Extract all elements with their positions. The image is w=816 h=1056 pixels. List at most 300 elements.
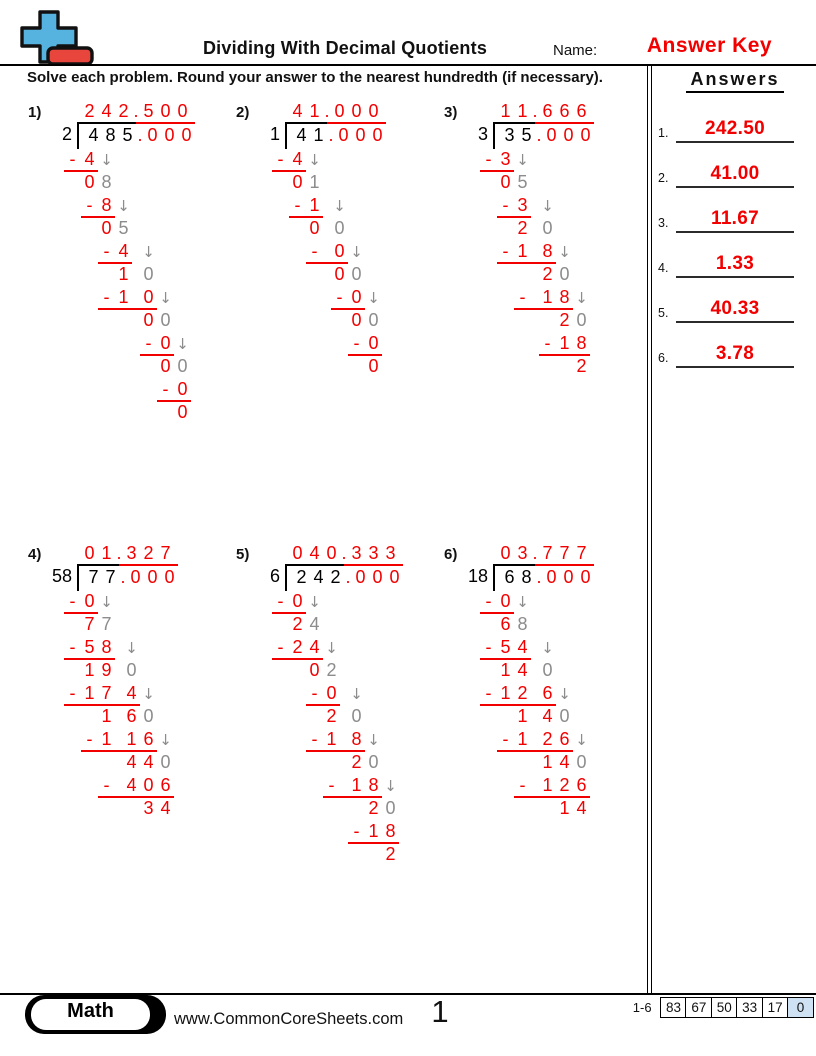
dividend-digit: 7: [88, 567, 99, 587]
dividend-int: [287, 564, 344, 589]
work-digit: 1: [542, 287, 553, 307]
work-row: [81, 241, 231, 264]
work-row: [81, 218, 231, 241]
dividend-digit: 0: [130, 567, 141, 587]
work-digit: 4: [160, 798, 171, 818]
answer-number: 6.: [658, 351, 669, 365]
work-digit: 5: [500, 637, 511, 657]
work-digit: 1: [101, 706, 112, 726]
score-cell: 50: [711, 997, 738, 1018]
dividend-dec: [119, 564, 178, 589]
problem-number: 3): [444, 104, 458, 121]
work-digit: 0: [84, 591, 95, 611]
answer-value: 1.33: [715, 253, 755, 274]
work-digit: 0: [559, 264, 570, 284]
work-digit: -: [277, 591, 284, 611]
work-digit: 6: [500, 614, 511, 634]
work-digit: 2: [368, 798, 379, 818]
dividend-digit: 7: [105, 567, 116, 587]
work-digit: 8: [517, 614, 528, 634]
work-row: [81, 356, 231, 379]
work-row: [69, 683, 231, 706]
work-digit: -: [86, 195, 93, 215]
quotient-digit: 5: [143, 101, 154, 121]
bring-down-arrow-icon: ↓: [350, 243, 363, 261]
work-digit: -: [69, 591, 76, 611]
work-digit: 1: [126, 729, 137, 749]
work-digit: 0: [351, 706, 362, 726]
division-problem: [444, 100, 649, 379]
quotient-row: [497, 100, 590, 122]
work-row: [289, 844, 439, 867]
work-row: [289, 775, 439, 798]
work-digit: 4: [118, 241, 129, 261]
dividend-digit: 0: [580, 567, 591, 587]
dividend-digit: 0: [372, 125, 383, 145]
quotient-digit: 4: [101, 101, 112, 121]
work-row: [497, 218, 647, 241]
work-digit: 4: [143, 752, 154, 772]
work-row: [69, 149, 231, 172]
dividend-digit: 4: [313, 567, 324, 587]
dividend-digit: 8: [521, 567, 532, 587]
score-cell: 33: [736, 997, 763, 1018]
work-digit: -: [311, 683, 318, 703]
work-row: [81, 195, 231, 218]
work-digit: 0: [368, 356, 379, 376]
work-digit: 0: [334, 264, 345, 284]
work-digit: 2: [542, 729, 553, 749]
work-digit: 0: [326, 683, 337, 703]
dividend-digit: 2: [330, 567, 341, 587]
division-problem: [236, 542, 441, 867]
work-digit: 2: [326, 706, 337, 726]
work-digit: 2: [517, 683, 528, 703]
dividend-row: [236, 564, 403, 591]
work-digit: 0: [542, 660, 553, 680]
work-digit: 0: [143, 706, 154, 726]
work-digit: -: [544, 333, 551, 353]
work-row: [69, 637, 231, 660]
math-badge-label: Math: [67, 1000, 114, 1022]
work-digit: 8: [542, 241, 553, 261]
work-digit: 0: [143, 287, 154, 307]
work-digit: 6: [542, 683, 553, 703]
dividend-digit: .: [137, 125, 143, 145]
answer-number: 1.: [658, 126, 669, 140]
work-row: [497, 195, 647, 218]
dividend-row: [444, 564, 594, 591]
quotient-digit: 7: [160, 543, 171, 563]
work-digit: 1: [517, 241, 528, 261]
bring-down-arrow-icon: ↓: [367, 289, 380, 307]
quotient-digit: 2: [84, 101, 95, 121]
dividend-dec: [327, 122, 386, 147]
work-digit: 4: [517, 637, 528, 657]
dividend-digit: 4: [88, 125, 99, 145]
work-digit: -: [353, 821, 360, 841]
problem-number: 5): [236, 546, 250, 563]
work-digit: 0: [309, 218, 320, 238]
work-row: [497, 614, 647, 637]
work-digit: 5: [118, 218, 129, 238]
work-row: [81, 729, 231, 752]
work-digit: -: [328, 775, 335, 795]
quotient-digit: 2: [143, 543, 154, 563]
quotient-digit: 2: [118, 101, 129, 121]
bring-down-arrow-icon: ↓: [125, 639, 138, 657]
work-digit: 1: [118, 264, 129, 284]
work-digit: 1: [500, 660, 511, 680]
work-digit: 8: [101, 637, 112, 657]
dividend-row: [444, 122, 594, 149]
quotient-digit: 7: [542, 543, 553, 563]
dividend-int: [287, 122, 327, 147]
work-row: [81, 310, 231, 333]
dividend-digit: 0: [147, 567, 158, 587]
work-digit: -: [294, 195, 301, 215]
quotient-digit: 0: [500, 543, 511, 563]
bring-down-arrow-icon: ↓: [176, 335, 189, 353]
dividend-digit: 0: [164, 125, 175, 145]
work-digit: -: [277, 637, 284, 657]
dividend-digit: 0: [563, 567, 574, 587]
work-digit: 0: [84, 172, 95, 192]
quotient-digit: 7: [559, 543, 570, 563]
quotient-digit: 6: [542, 101, 553, 121]
work-row: [289, 310, 439, 333]
work-digit: -: [103, 241, 110, 261]
work-digit: 0: [177, 402, 188, 422]
work-row: [81, 752, 231, 775]
work-row: [289, 218, 439, 241]
work-digit: 5: [517, 172, 528, 192]
division-problem: [236, 100, 441, 379]
divisor: 2: [61, 124, 72, 144]
work-digit: 0: [334, 241, 345, 261]
dividend-dec: [136, 122, 195, 147]
dividend-row: [28, 564, 178, 591]
work-digit: 8: [101, 172, 112, 192]
work-row: [81, 264, 231, 287]
quotient-digit: 3: [351, 543, 362, 563]
quotient-digit: 0: [351, 101, 362, 121]
answer-number: 3.: [658, 216, 669, 230]
work-row: [289, 798, 439, 821]
work-digit: -: [485, 683, 492, 703]
work-digit: 4: [309, 614, 320, 634]
answer-number: 2.: [658, 171, 669, 185]
work-digit: 0: [143, 264, 154, 284]
work-row: [485, 149, 647, 172]
quotient-digit: 6: [576, 101, 587, 121]
dividend-int: [495, 122, 535, 147]
work-digit: -: [162, 379, 169, 399]
work-digit: -: [311, 729, 318, 749]
bring-down-arrow-icon: ↓: [325, 639, 338, 657]
dividend-digit: 2: [296, 567, 307, 587]
dividend-digit: 0: [338, 125, 349, 145]
work-digit: 0: [351, 287, 362, 307]
work-digit: 1: [309, 195, 320, 215]
work-row: [485, 591, 647, 614]
work-row: [277, 149, 439, 172]
bring-down-arrow-icon: ↓: [159, 289, 172, 307]
work-digit: 8: [385, 821, 396, 841]
work-digit: 0: [160, 752, 171, 772]
bring-down-arrow-icon: ↓: [142, 243, 155, 261]
work-digit: 0: [368, 752, 379, 772]
work-digit: 4: [84, 149, 95, 169]
bring-down-arrow-icon: ↓: [100, 593, 113, 611]
work-digit: 0: [368, 310, 379, 330]
work-digit: 0: [143, 310, 154, 330]
bring-down-arrow-icon: ↓: [516, 151, 529, 169]
work-row: [497, 775, 647, 798]
work-digit: 1: [542, 752, 553, 772]
work-digit: 0: [542, 218, 553, 238]
answer-number: 5.: [658, 306, 669, 320]
work-digit: -: [103, 287, 110, 307]
work-digit: 4: [126, 752, 137, 772]
quotient-digit: .: [116, 543, 122, 563]
quotient-digit: .: [324, 101, 330, 121]
dividend-digit: 0: [563, 125, 574, 145]
dividend-digit: 0: [372, 567, 383, 587]
work-digit: 9: [101, 660, 112, 680]
work-row: [289, 706, 439, 729]
division-problem: [444, 542, 649, 821]
work-digit: 6: [576, 775, 587, 795]
work-digit: 1: [542, 775, 553, 795]
work-digit: -: [353, 333, 360, 353]
work-digit: 0: [351, 264, 362, 284]
work-digit: 1: [500, 683, 511, 703]
quotient-digit: 0: [326, 543, 337, 563]
page-number: 1: [431, 994, 449, 1029]
work-digit: -: [145, 333, 152, 353]
dividend-digit: .: [536, 125, 542, 145]
quotient-digit: 4: [292, 101, 303, 121]
name-label: Name:: [553, 42, 598, 59]
quotient-digit: 1: [517, 101, 528, 121]
quotient-digit: 0: [160, 101, 171, 121]
work-digit: 2: [292, 614, 303, 634]
work-row: [497, 729, 647, 752]
dividend-digit: 1: [313, 125, 324, 145]
work-row: [289, 195, 439, 218]
work-digit: 2: [576, 356, 587, 376]
work-row: [81, 706, 231, 729]
quotient-row: [289, 542, 399, 564]
score-cell: 17: [762, 997, 789, 1018]
dividend-row: [28, 122, 195, 149]
quotient-digit: 3: [368, 543, 379, 563]
work-digit: 1: [351, 775, 362, 795]
work-digit: -: [103, 775, 110, 795]
quotient-digit: 3: [385, 543, 396, 563]
work-digit: 0: [126, 660, 137, 680]
work-digit: 0: [143, 775, 154, 795]
answer-value: 242.50: [705, 118, 765, 139]
work-digit: 6: [126, 706, 137, 726]
work-row: [497, 660, 647, 683]
work-digit: 0: [500, 591, 511, 611]
quotient-digit: 0: [177, 101, 188, 121]
work-digit: -: [502, 195, 509, 215]
work-digit: 6: [160, 775, 171, 795]
division-problem: [28, 100, 233, 425]
problem-number: 4): [28, 546, 42, 563]
work-row: [289, 287, 439, 310]
work-digit: -: [277, 149, 284, 169]
score-cell: 0: [787, 997, 814, 1018]
work-row: [497, 798, 647, 821]
work-row: [289, 660, 439, 683]
work-digit: 0: [351, 310, 362, 330]
answer-value: 40.33: [710, 298, 760, 319]
quotient-digit: 1: [101, 543, 112, 563]
dividend-digit: 0: [164, 567, 175, 587]
quotient-digit: .: [532, 543, 538, 563]
quotient-digit: 4: [309, 543, 320, 563]
website-text: www.CommonCoreSheets.com: [174, 1010, 404, 1028]
problem-number: 6): [444, 546, 458, 563]
work-digit: 3: [500, 149, 511, 169]
quotient-digit: 7: [576, 543, 587, 563]
work-digit: 2: [292, 637, 303, 657]
work-digit: 4: [576, 798, 587, 818]
work-digit: 7: [84, 614, 95, 634]
work-digit: 1: [101, 729, 112, 749]
quotient-digit: .: [133, 101, 139, 121]
work-digit: 2: [385, 844, 396, 864]
dividend-digit: 3: [504, 125, 515, 145]
dividend-digit: .: [120, 567, 126, 587]
divisor: 6: [269, 566, 280, 586]
work-digit: 2: [351, 752, 362, 772]
score-cell: 67: [685, 997, 712, 1018]
work-digit: 7: [101, 683, 112, 703]
answer-value: 11.67: [711, 208, 759, 229]
work-row: [289, 172, 439, 195]
work-digit: 0: [101, 218, 112, 238]
work-digit: 7: [101, 614, 112, 634]
work-row: [485, 683, 647, 706]
work-row: [69, 591, 231, 614]
dividend-digit: 0: [580, 125, 591, 145]
bring-down-arrow-icon: ↓: [159, 731, 172, 749]
quotient-digit: 1: [500, 101, 511, 121]
quotient-digit: 6: [559, 101, 570, 121]
bring-down-arrow-icon: ↓: [516, 593, 529, 611]
work-digit: -: [485, 591, 492, 611]
bring-down-arrow-icon: ↓: [142, 685, 155, 703]
work-row: [497, 356, 647, 379]
work-digit: 8: [559, 287, 570, 307]
work-digit: 2: [559, 310, 570, 330]
work-row: [289, 683, 439, 706]
bring-down-arrow-icon: ↓: [384, 777, 397, 795]
work-row: [81, 798, 231, 821]
work-digit: -: [502, 241, 509, 261]
math-badge: [25, 995, 166, 1034]
work-digit: 1: [84, 660, 95, 680]
work-digit: -: [502, 729, 509, 749]
work-digit: 1: [118, 287, 129, 307]
work-row: [81, 287, 231, 310]
dividend-dec: [535, 564, 594, 589]
work-digit: 8: [351, 729, 362, 749]
work-digit: -: [336, 287, 343, 307]
dividend-digit: 0: [546, 567, 557, 587]
quotient-digit: .: [341, 543, 347, 563]
dividend-digit: 0: [355, 567, 366, 587]
work-row: [277, 591, 439, 614]
bring-down-arrow-icon: ↓: [558, 685, 571, 703]
work-digit: 0: [559, 706, 570, 726]
quotient-digit: .: [532, 101, 538, 121]
work-digit: 6: [559, 729, 570, 749]
work-row: [289, 614, 439, 637]
work-digit: -: [69, 637, 76, 657]
work-digit: -: [519, 775, 526, 795]
dividend-digit: 0: [147, 125, 158, 145]
bring-down-arrow-icon: ↓: [350, 685, 363, 703]
work-digit: 4: [126, 683, 137, 703]
work-row: [497, 333, 647, 356]
work-digit: -: [311, 241, 318, 261]
bring-down-arrow-icon: ↓: [333, 197, 346, 215]
work-digit: 0: [576, 310, 587, 330]
dividend-digit: 5: [521, 125, 532, 145]
work-row: [277, 637, 439, 660]
divisor: 58: [51, 566, 72, 586]
work-row: [81, 172, 231, 195]
answer-number: 4.: [658, 261, 669, 275]
page-title: Dividing With Decimal Quotients: [202, 38, 488, 58]
work-row: [289, 356, 439, 379]
work-digit: 1: [309, 172, 320, 192]
work-row: [497, 172, 647, 195]
work-digit: 0: [160, 356, 171, 376]
work-row: [289, 729, 439, 752]
dividend-int: [79, 122, 136, 147]
quotient-digit: 0: [334, 101, 345, 121]
work-row: [81, 402, 231, 425]
work-digit: 3: [517, 195, 528, 215]
work-row: [497, 287, 647, 310]
work-row: [497, 264, 647, 287]
dividend-digit: 8: [105, 125, 116, 145]
dividend-int: [79, 564, 119, 589]
work-digit: 1: [517, 729, 528, 749]
dividend-digit: 0: [389, 567, 400, 587]
problem-number: 2): [236, 104, 250, 121]
quotient-digit: 0: [368, 101, 379, 121]
bring-down-arrow-icon: ↓: [308, 151, 321, 169]
bring-down-arrow-icon: ↓: [100, 151, 113, 169]
work-row: [81, 775, 231, 798]
work-row: [497, 706, 647, 729]
answer-value: 3.78: [715, 343, 755, 364]
work-row: [485, 637, 647, 660]
dividend-digit: 5: [122, 125, 133, 145]
divisor: 18: [467, 566, 488, 586]
answers-title: Answers: [686, 69, 783, 93]
work-row: [81, 660, 231, 683]
work-digit: 0: [160, 310, 171, 330]
